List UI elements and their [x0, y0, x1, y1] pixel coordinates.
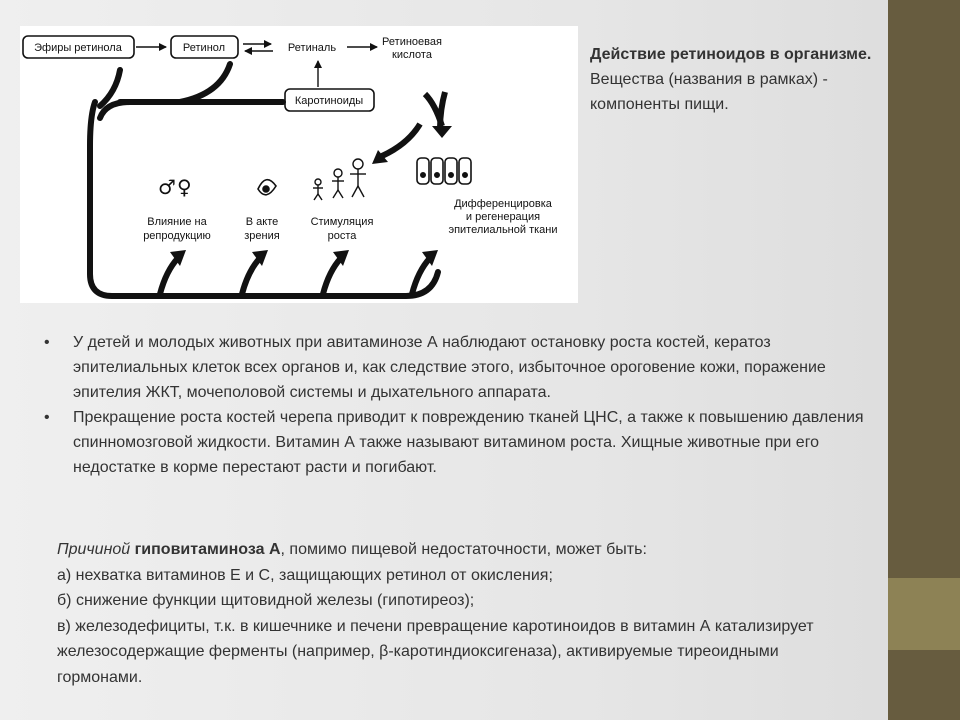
label-differentiation-line1: Дифференцировка [454, 198, 552, 210]
sidebar-block-top [888, 0, 960, 578]
label-esters: Эфиры ретинола [34, 42, 122, 54]
male-symbol-icon: ♂ [158, 175, 176, 199]
label-acid-line2: кислота [392, 49, 432, 61]
label-vision-line2: зрения [244, 230, 280, 242]
decorative-sidebar [888, 0, 960, 720]
label-reproduction-line1: Влияние на [147, 216, 207, 228]
arrow-to-growth [323, 258, 341, 294]
main-pathway-line [90, 102, 438, 296]
caption-title: Действие ретиноидов в организме. [590, 46, 872, 63]
label-retinal: Ретиналь [287, 42, 337, 54]
label-acid-line1: Ретиноевая [382, 36, 442, 48]
arrow-to-reproduction [160, 258, 178, 294]
growth-figures-icon [313, 159, 366, 200]
causes-intro-italic: Причиной [57, 541, 131, 558]
bullet-text: Прекращение роста костей черепа приводит к повреждению тканей ЦНС, а также к повышению давления спинномозговой жидкости. Витамин А также называют витамином роста. Хищные животные при его недостатке в корме перестают расти и погибают. [73, 409, 864, 476]
label-carotenoids: Каротиноиды [294, 95, 364, 107]
sidebar-block-middle [888, 578, 960, 650]
retinoid-diagram [20, 26, 578, 303]
bullet-marker: • [44, 409, 50, 426]
label-differentiation-line2: и регенерация [465, 211, 541, 223]
acid-down-arrowhead [432, 126, 452, 138]
label-growth-line2: роста [327, 230, 357, 242]
bullet-text: У детей и молодых животных при авитаминозе А наблюдают остановку роста костей, кератоз эпителиальных клеток всех органов и, как следствие этого, избыточное ороговение кожи, поражение эпителия ЖКТ, мочеполовой системы и дыхательного аппарата. [73, 334, 826, 401]
female-symbol-icon: ♀ [177, 175, 192, 199]
bullet-item-avitaminosis [44, 330, 864, 405]
cause-item-a: а) нехватка витаминов Е и С, защищающих ретинол от окисления; [57, 566, 553, 584]
sidebar-block-bottom [888, 650, 960, 720]
caption-text: Вещества (названия в рамках) - компоненты пищи. [590, 71, 828, 113]
cause-item-b: б) снижение функции щитовидной железы (гипотиреоз); [57, 592, 475, 609]
causes-intro-rest: , помимо пищевой недостаточности, может быть: [280, 541, 647, 558]
label-differentiation-line3: эпителиальной ткани [448, 224, 558, 236]
acid-to-growth-line [382, 124, 420, 156]
causes-intro [57, 537, 867, 563]
causes-intro-bold: гиповитаминоза А [134, 541, 281, 558]
hypovitaminosis-causes [57, 537, 867, 690]
eye-icon [258, 180, 276, 195]
epithelial-cells-icon [417, 158, 471, 184]
label-retinol: Ретинол [182, 42, 226, 54]
bullet-marker: • [44, 334, 50, 351]
arrow-to-vision [242, 258, 260, 294]
cause-item-c: в) железодефициты, т.к. в кишечнике и печени превращение каротиноидов в витамин А катализирует железосодержащие ферменты (например, β-каротиндиоксигеназа), активируемые тиреоидными гормонами. [57, 617, 814, 686]
label-vision-line1: В акте [245, 216, 279, 228]
label-growth-line1: Стимуляция [310, 216, 374, 228]
diagram-canvas [20, 26, 578, 303]
label-reproduction-line2: репродукцию [143, 230, 211, 242]
bullet-item-skull-growth [44, 405, 864, 480]
bullet-list [44, 330, 864, 480]
diagram-caption [590, 42, 872, 117]
